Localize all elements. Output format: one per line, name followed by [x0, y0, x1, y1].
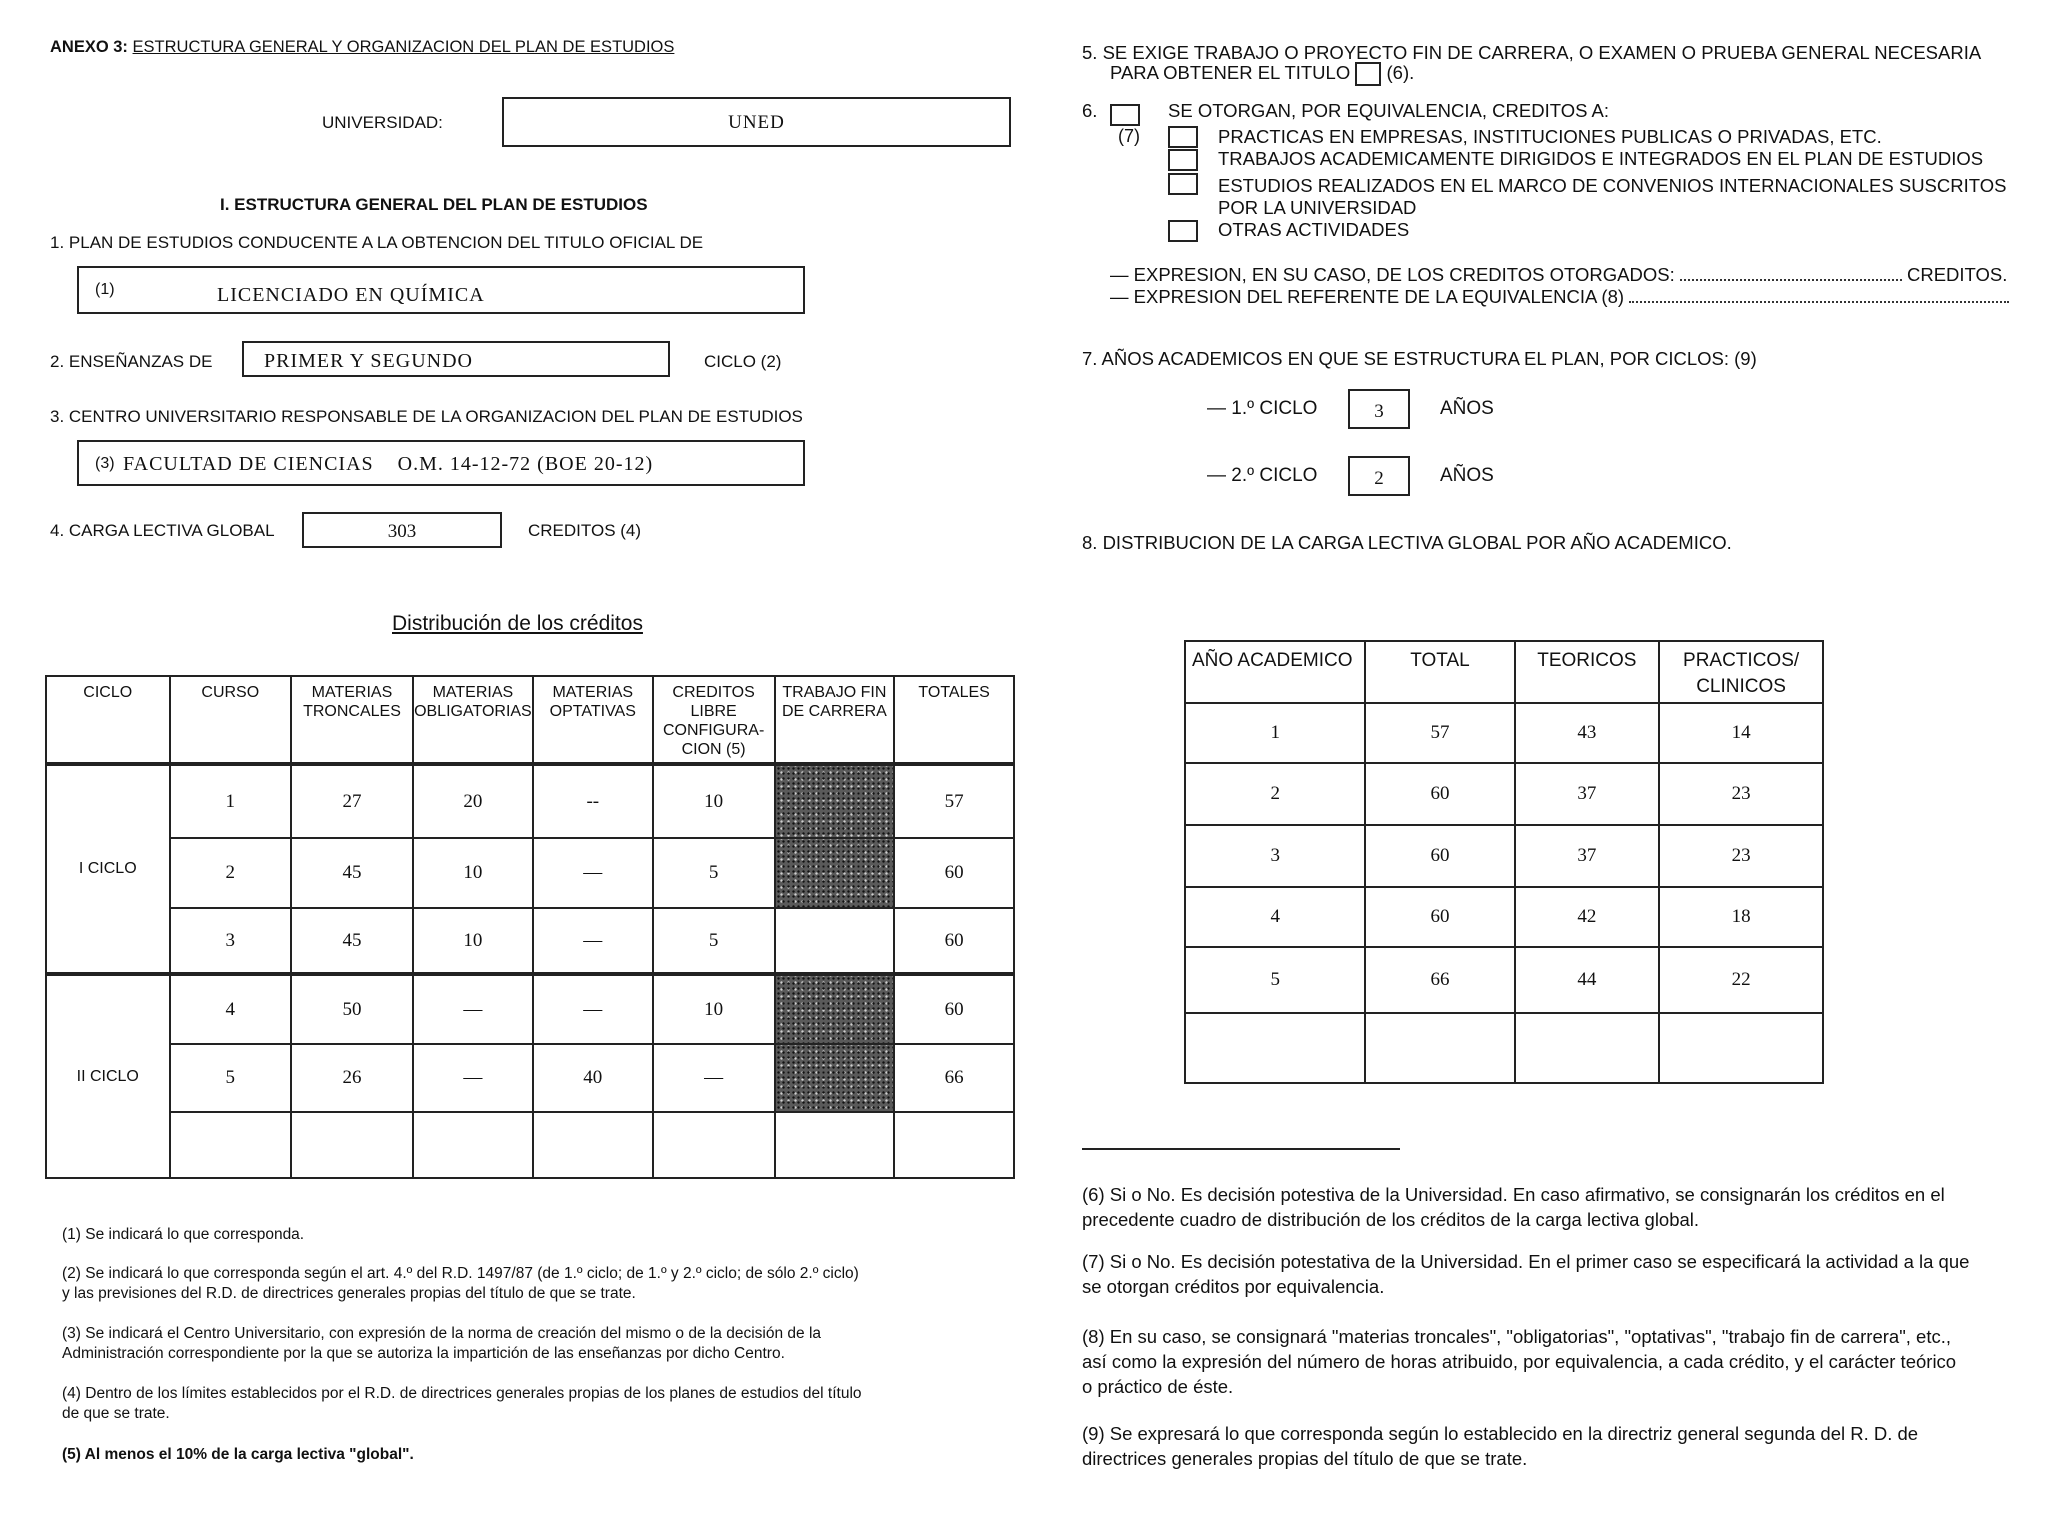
ensenanzas-field — [242, 341, 670, 377]
footnote-8b: así como la expresión del número de horas atribuido, por equivalencia, a cada crédito, y el carácter teórico — [1082, 1351, 1957, 1372]
table-row — [46, 838, 1014, 908]
totales-cell: 57 — [894, 764, 1014, 838]
curso-cell: 4 — [170, 974, 292, 1044]
universidad-value: UNED — [728, 112, 785, 133]
totales-cell: 66 — [894, 1044, 1014, 1112]
year-cell: 2 — [1185, 763, 1365, 825]
obligatorias-cell: 10 — [413, 908, 533, 974]
footnote-7b: se otorgan créditos por equivalencia. — [1082, 1276, 1385, 1297]
libre-cell: 10 — [653, 974, 775, 1044]
option-estudios-label: ESTUDIOS REALIZADOS EN EL MARCO DE CONVENIOS INTERNACIONALES SUSCRITOS — [1218, 175, 2007, 196]
footnote-3b: Administración correspondiente por la que se autoriza la impartición de las enseñanzas por dicho Centro. — [62, 1345, 785, 1362]
total-cell: 60 — [1365, 763, 1514, 825]
empty-cell — [1515, 1013, 1660, 1083]
troncales-cell: 45 — [291, 838, 413, 908]
expr-referente-dots[interactable] — [1629, 301, 2009, 303]
table-row — [1185, 947, 1823, 1013]
hdr-libre: CREDITOS LIBRE CONFIGURA- CION (5) — [653, 676, 775, 764]
table-row — [46, 1044, 1014, 1112]
footnote-3a: (3) Se indicará el Centro Universitario, con expresión de la norma de creación del mismo o de la decisión de la — [62, 1325, 822, 1342]
titulo-value: LICENCIADO EN QUÍMICA — [217, 284, 485, 306]
ciclo-II-cell: II CICLO — [46, 974, 170, 1178]
footnote-1: (1) Se indicará lo que corresponda. — [62, 1226, 305, 1243]
centro-ref: (3) — [95, 455, 115, 472]
ciclo2-label: — 2.º CICLO — [1207, 465, 1318, 486]
practicos-cell: 22 — [1659, 947, 1823, 1013]
distribucion-title: Distribución de los créditos — [392, 612, 643, 635]
table-row-empty — [1185, 1013, 1823, 1083]
trabajo-shaded-cell — [775, 974, 895, 1044]
curso-cell: 5 — [170, 1044, 292, 1112]
option-otras-label: OTRAS ACTIVIDADES — [1218, 219, 1410, 240]
optativas-cell: — — [533, 838, 653, 908]
hdr-teoricos: TEORICOS — [1515, 641, 1660, 703]
item7-label: 7. AÑOS ACADEMICOS EN QUE SE ESTRUCTURA EL PLAN, POR CICLOS: (9) — [1082, 348, 1757, 369]
troncales-cell: 26 — [291, 1044, 413, 1112]
table-row — [46, 764, 1014, 838]
obligatorias-cell: 10 — [413, 838, 533, 908]
year-cell: 5 — [1185, 947, 1365, 1013]
carga-field — [302, 512, 502, 548]
ciclo1-years-value: 3 — [1374, 401, 1384, 422]
footnote-divider — [1082, 1148, 1400, 1150]
item4-suffix: CREDITOS (4) — [528, 521, 642, 540]
total-cell: 60 — [1365, 887, 1514, 947]
practicos-cell: 23 — [1659, 763, 1823, 825]
option-trabajos-label: TRABAJOS ACADEMICAMENTE DIRIGIDOS E INTEGRADOS EN EL PLAN DE ESTUDIOS — [1218, 148, 1984, 169]
section-title: I. ESTRUCTURA GENERAL DEL PLAN DE ESTUDIOS — [220, 195, 648, 214]
totales-cell: 60 — [894, 908, 1014, 974]
practicos-cell: 23 — [1659, 825, 1823, 887]
expr-creditos — [1110, 264, 2007, 286]
trabajo-shaded-cell — [775, 1044, 895, 1112]
table-row-empty — [46, 1112, 1014, 1178]
footnote-4a: (4) Dentro de los límites establecidos por el R.D. de directrices generales propias de los planes de estudios del título — [62, 1385, 862, 1402]
teoricos-cell: 43 — [1515, 703, 1660, 763]
total-cell: 57 — [1365, 703, 1514, 763]
footnote-9b: directrices generales propias del título de que se trate. — [1082, 1448, 1528, 1469]
table-row — [46, 908, 1014, 974]
universidad-label: UNIVERSIDAD: — [322, 113, 443, 132]
libre-cell: — — [653, 1044, 775, 1112]
table-row — [1185, 703, 1823, 763]
centro-field — [77, 440, 805, 486]
hdr-trabajo: TRABAJO FIN DE CARRERA — [775, 676, 895, 764]
footnote-6a: (6) Si o No. Es decisión potestiva de la Universidad. En caso afirmativo, se consignarán los créditos en el — [1082, 1184, 1945, 1205]
trabajo-shaded-cell — [775, 838, 895, 908]
item4-label: 4. CARGA LECTIVA GLOBAL — [50, 521, 275, 540]
option-otras-checkbox[interactable] — [1168, 220, 1198, 242]
distribucion-table — [45, 675, 1015, 1179]
troncales-cell: 27 — [291, 764, 413, 838]
expr-referente-label: — EXPRESION DEL REFERENTE DE LA EQUIVALENCIA (8) — [1110, 286, 1625, 307]
footnote-8c: o práctico de éste. — [1082, 1376, 1234, 1397]
empty-cell — [894, 1112, 1014, 1178]
teoricos-cell: 44 — [1515, 947, 1660, 1013]
item5-line2 — [1110, 62, 1414, 86]
practicos-cell: 14 — [1659, 703, 1823, 763]
expr-creditos-label: — EXPRESION, EN SU CASO, DE LOS CREDITOS OTORGADOS: — [1110, 264, 1675, 285]
option-trabajos-checkbox[interactable] — [1168, 149, 1198, 171]
anexo-title: ESTRUCTURA GENERAL Y ORGANIZACION DEL PLAN DE ESTUDIOS — [132, 38, 675, 56]
ensenanzas-value: PRIMER Y SEGUNDO — [264, 350, 473, 372]
item5-line2-text: PARA OBTENER EL TITULO — [1110, 62, 1351, 83]
table-row — [1185, 825, 1823, 887]
item2-suffix: CICLO (2) — [704, 352, 782, 371]
trabajo-cell — [775, 908, 895, 974]
expr-creditos-suffix: CREDITOS. — [1907, 264, 2008, 285]
anexo-header — [50, 38, 674, 57]
curso-cell: 2 — [170, 838, 292, 908]
optativas-cell: 40 — [533, 1044, 653, 1112]
practicos-cell: 18 — [1659, 887, 1823, 947]
curso-cell: 3 — [170, 908, 292, 974]
item3-label: 3. CENTRO UNIVERSITARIO RESPONSABLE DE LA ORGANIZACION DEL PLAN DE ESTUDIOS — [50, 407, 803, 426]
expr-referente — [1110, 286, 2009, 308]
empty-cell — [775, 1112, 895, 1178]
libre-cell: 5 — [653, 838, 775, 908]
anexo-label: ANEXO 3: — [50, 38, 128, 56]
totales-cell: 60 — [894, 974, 1014, 1044]
dist-header-row — [46, 676, 1014, 764]
troncales-cell: 50 — [291, 974, 413, 1044]
hdr-obligatorias: MATERIAS OBLIGATORIAS — [413, 676, 533, 764]
empty-cell — [413, 1112, 533, 1178]
empty-cell — [1659, 1013, 1823, 1083]
option-estudios-cont: POR LA UNIVERSIDAD — [1218, 197, 1417, 218]
hdr-troncales: MATERIAS TRONCALES — [291, 676, 413, 764]
teoricos-cell: 37 — [1515, 763, 1660, 825]
hdr-optativas: MATERIAS OPTATIVAS — [533, 676, 653, 764]
hdr-ano: AÑO ACADEMICO — [1185, 641, 1365, 703]
carga-value: 303 — [387, 521, 417, 542]
footnote-2b: y las previsiones del R.D. de directrices generales propias del título de que se trate. — [62, 1285, 636, 1302]
empty-cell — [1185, 1013, 1365, 1083]
item5-line1: 5. SE EXIGE TRABAJO O PROYECTO FIN DE CARRERA, O EXAMEN O PRUEBA GENERAL NECESARIA — [1082, 42, 1982, 63]
ciclo1-years-field — [1348, 389, 1410, 429]
obligatorias-cell: 20 — [413, 764, 533, 838]
total-cell: 60 — [1365, 825, 1514, 887]
hdr-curso: CURSO — [170, 676, 292, 764]
option-estudios-checkbox[interactable] — [1168, 173, 1198, 195]
empty-cell — [1365, 1013, 1514, 1083]
footnote-4b: de que se trate. — [62, 1405, 170, 1422]
hdr-total: TOTAL — [1365, 641, 1514, 703]
teoricos-cell: 42 — [1515, 887, 1660, 947]
optativas-cell: — — [533, 974, 653, 1044]
table-row — [1185, 763, 1823, 825]
item6-num: 6. — [1082, 100, 1098, 121]
universidad-field — [502, 97, 1011, 147]
item1-label: 1. PLAN DE ESTUDIOS CONDUCENTE A LA OBTENCION DEL TITULO OFICIAL DE — [50, 233, 704, 252]
trabajo-shaded-cell — [775, 764, 895, 838]
empty-cell — [653, 1112, 775, 1178]
titulo-field — [77, 266, 805, 314]
ciclo1-unit: AÑOS — [1440, 398, 1494, 419]
item2-label: 2. ENSEÑANZAS DE — [50, 352, 213, 371]
titulo-ref: (1) — [95, 281, 115, 298]
centro-value: FACULTAD DE CIENCIAS O.M. 14-12-72 (BOE 20-12) — [123, 453, 654, 475]
item5-ref: (6). — [1386, 62, 1415, 83]
item8-label: 8. DISTRIBUCION DE LA CARGA LECTIVA GLOBAL POR AÑO ACADEMICO. — [1082, 532, 1732, 553]
empty-cell — [291, 1112, 413, 1178]
obligatorias-cell: — — [413, 974, 533, 1044]
equivalencia-checkbox[interactable] — [1110, 104, 1140, 126]
item6-ref: (7) — [1118, 126, 1140, 146]
ciclo2-unit: AÑOS — [1440, 465, 1494, 486]
hdr-totales: TOTALES — [894, 676, 1014, 764]
ciclo-I-cell: I CICLO — [46, 764, 170, 974]
expr-creditos-dots[interactable] — [1680, 279, 1902, 281]
obligatorias-cell: — — [413, 1044, 533, 1112]
empty-cell — [533, 1112, 653, 1178]
table-row — [46, 974, 1014, 1044]
empty-cell — [170, 1112, 292, 1178]
footnote-5: (5) Al menos el 10% de la carga lectiva "global". — [62, 1446, 414, 1463]
year-header-row — [1185, 641, 1823, 703]
year-table — [1184, 640, 1824, 1084]
curso-cell: 1 — [170, 764, 292, 838]
libre-cell: 5 — [653, 908, 775, 974]
hdr-practicos: PRACTICOS/ CLINICOS — [1659, 641, 1823, 703]
year-cell: 4 — [1185, 887, 1365, 947]
footnote-8a: (8) En su caso, se consignará "materias troncales", "obligatorias", "optativas", "trabajo fin de carrera", etc., — [1082, 1326, 1951, 1347]
optativas-cell: — — [533, 908, 653, 974]
footnote-6b: precedente cuadro de distribución de los créditos de la carga lectiva global. — [1082, 1209, 1700, 1230]
footnote-2a: (2) Se indicará lo que corresponda según el art. 4.º del R.D. 1497/87 (de 1.º ciclo; de 1.º y 2.º ciclo; de sólo 2.º ciclo) — [62, 1265, 859, 1282]
footnote-7a: (7) Si o No. Es decisión potestativa de la Universidad. En el primer caso se especificará la actividad a la que — [1082, 1251, 1970, 1272]
ciclo2-years-value: 2 — [1374, 468, 1384, 489]
ciclo2-years-field — [1348, 456, 1410, 496]
troncales-cell: 45 — [291, 908, 413, 974]
option-practicas-checkbox[interactable] — [1168, 126, 1198, 148]
table-row — [1185, 887, 1823, 947]
footnote-9a: (9) Se expresará lo que corresponda según lo establecido en la directriz general segunda del R. D. de — [1082, 1423, 1919, 1444]
year-cell: 1 — [1185, 703, 1365, 763]
trabajo-checkbox[interactable] — [1355, 62, 1381, 86]
libre-cell: 10 — [653, 764, 775, 838]
year-cell: 3 — [1185, 825, 1365, 887]
hdr-ciclo: CICLO — [46, 676, 170, 764]
totales-cell: 60 — [894, 838, 1014, 908]
item6-title: SE OTORGAN, POR EQUIVALENCIA, CREDITOS A: — [1168, 100, 1610, 121]
total-cell: 66 — [1365, 947, 1514, 1013]
optativas-cell: -- — [533, 764, 653, 838]
teoricos-cell: 37 — [1515, 825, 1660, 887]
option-practicas-label: PRACTICAS EN EMPRESAS, INSTITUCIONES PUBLICAS O PRIVADAS, ETC. — [1218, 126, 1882, 147]
ciclo1-label: — 1.º CICLO — [1207, 398, 1318, 419]
